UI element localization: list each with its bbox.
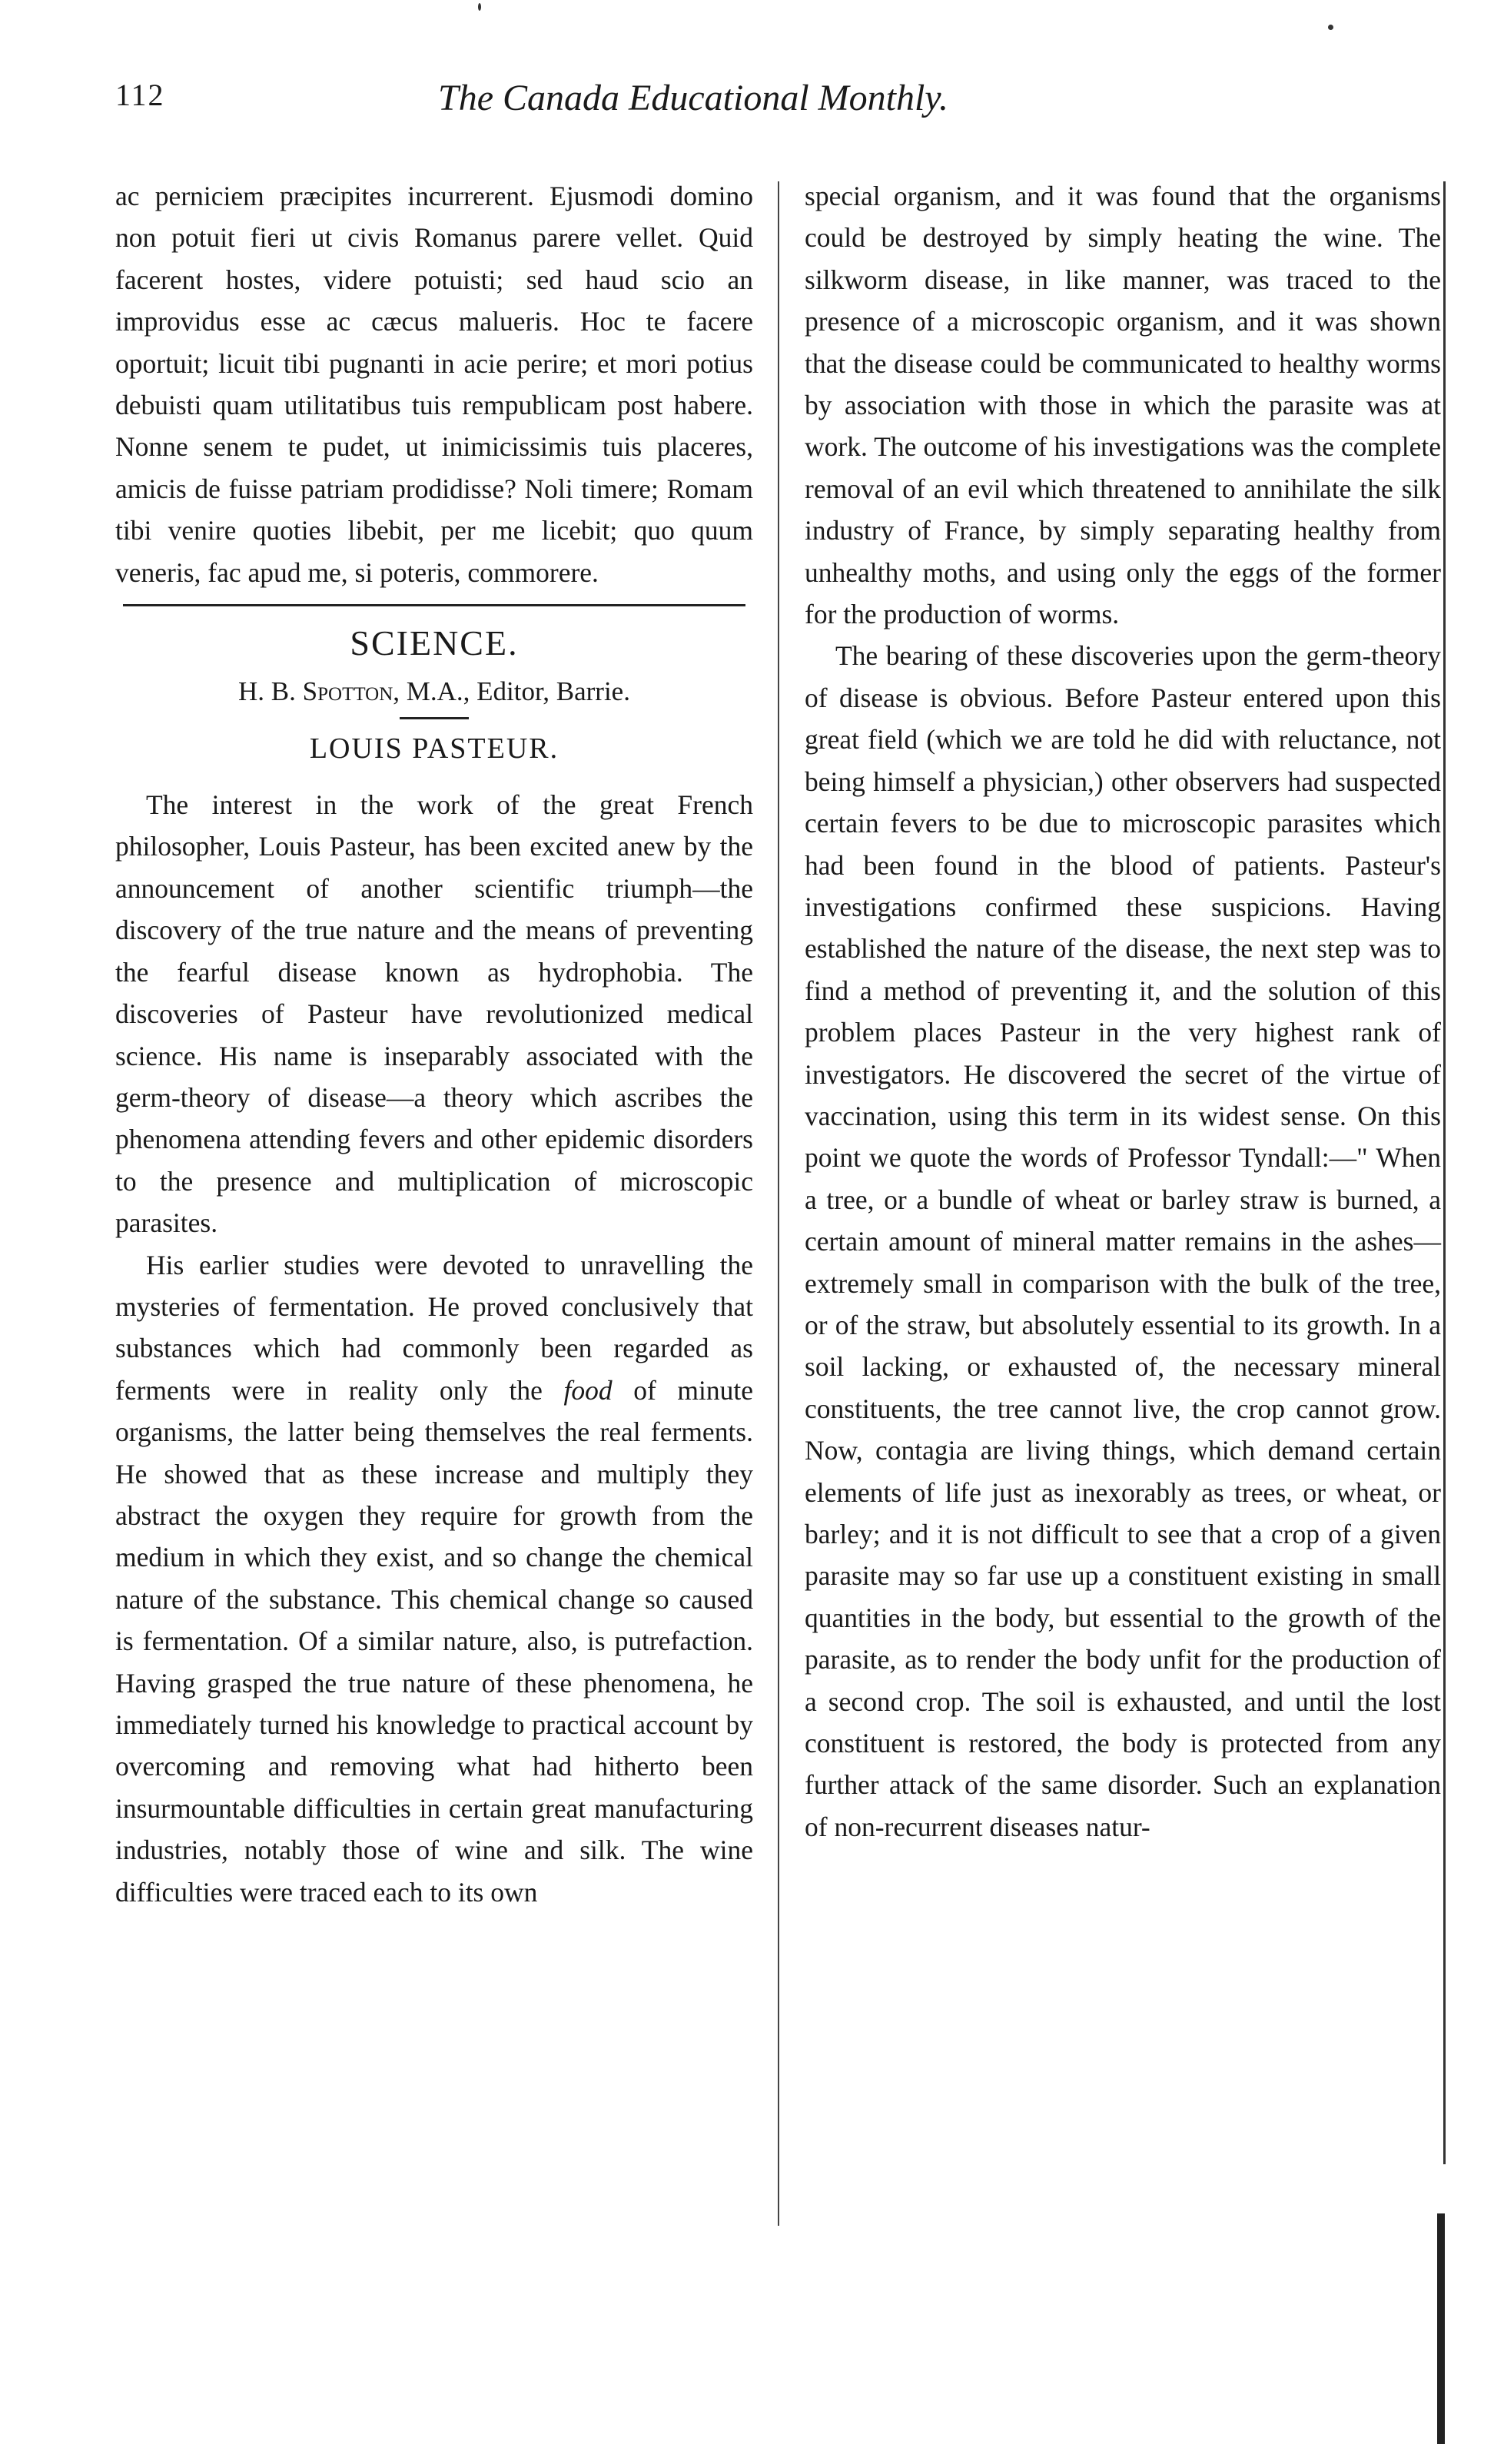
editor-name: H. B. Spotton, M.A.: [238, 676, 463, 707]
paragraph-2-text-a: His earlier studies were devoted to unravelling the mysteries of fermentation. He proved conclusively that substances which had commonly been regarded as ferments were in reality only the: [115, 1249, 753, 1406]
editor-role: , Editor, Barrie.: [463, 676, 630, 707]
ink-speck: [1328, 25, 1333, 30]
article-paragraph-3: The bearing of these discoveries upon the germ-theory of disease is obvious. Before Pasteur entered upon this great field (which we are told he did with reluctance, not being himself a physician,) other observers had suspected certain fevers to be due to microscopic parasites which had been found in the blood of patients. Pasteur's investigations confirmed these suspicions. Having established the nature of the disease, the next step was to find a method of preventing it, and the solution of this problem places Pasteur in the very highest rank of investigators. He discovered the secret of the virtue of vaccination, using this term in its widest sense. On this point we quote the words of Professor Tyndall:—" When a tree, or a bundle of wheat or barley straw is burned, a certain amount of mineral matter remains in the ashes—extremely small in comparison with the bulk of the tree, or of the straw, but absolutely essential to its growth. In a soil lacking, or exhausted of, the necessary mineral constituents, the tree cannot live, the crop cannot grow. Now, contagia are living things, which demand certain elements of life just as inexorably as trees, or wheat, or barley; and it is not difficult to see that a crop of a given parasite may so far use up a constituent existing in small quantities in the body, but essential to the growth of the parasite, as to render the body unfit for the production of a second crop. The soil is exhausted, and until the lost constituent is restored, the body is protected from any further attack of the same disorder. Such an explanation of non-recurrent diseases natur-: [805, 640, 1441, 1842]
section-title: SCIENCE.: [350, 623, 519, 663]
article-title: LOUIS PASTEUR.: [309, 732, 559, 765]
page-edge-rule: [1443, 181, 1446, 2164]
latin-paragraph: ac perniciem præcipites incurrerent. Ejusmodi domino non potuit fieri ut civis Romanus parere vellet. Quid facerent hostes, videre potuisti; sed haud scio an improvidus esse ac cæcus malueris. Hoc te facere oportuit; licuit tibi pugnanti in acie perire; et mori potius debuisti quam utilitatibus tuis rempublicam post habere. Nonne senem te pudet, ut inimicissimis tuis placeres, amicis de fuisse patriam prodidisse? Noli timere; Romam tibi venire quoties libebit, per me licebit; quo quum veneris, fac apud me, si poteris, commorere.: [115, 181, 753, 588]
left-column: [115, 175, 753, 1913]
italic-word-food: food: [563, 1374, 613, 1406]
section-divider: [123, 604, 745, 606]
editor-credit: [115, 671, 753, 712]
title-rule: [400, 717, 469, 719]
article-paragraph-2: [115, 1244, 753, 1914]
ink-speck: [478, 3, 481, 11]
page-number: 112: [115, 78, 165, 112]
running-head: The Canada Educational Monthly.: [438, 78, 948, 118]
page-edge-shadow: [1437, 2213, 1445, 2444]
column-rule: [778, 181, 779, 2226]
article-paragraph-1: The interest in the work of the great French philosopher, Louis Pasteur, has been excited anew by the announcement of another scientific triumph—the discovery of the true nature and the means of preventing the fearful disease known as hydrophobia. The discoveries of Pasteur have revolutionized medical science. His name is inseparably associated with the germ-theory of disease—a theory which ascribes the phenomena attending fevers and other epidemic disorders to the presence and multiplication of microscopic parasites.: [115, 789, 753, 1239]
paragraph-2-text-b: of minute organisms, the latter being themselves the real ferments. He showed that as these increase and multiply they abstract the oxygen they require for growth from the medium in which they exist, and so change the chemical nature of the substance. This chemical change so caused is fermentation. Of a similar nature, also, is putrefaction. Having grasped the true nature of these phenomena, he immediately turned his knowledge to practical account by overcoming and removing what had hitherto been insurmountable difficulties in certain great manufacturing industries, notably those of wine and silk. The wine difficulties were traced each to its own: [115, 1374, 753, 1908]
right-column: [805, 175, 1441, 1848]
page-header: [115, 77, 1437, 123]
article-paragraph-continued: special organism, and it was found that the organisms could be destroyed by simply heating the wine. The silkworm disease, in like manner, was traced to the presence of a microscopic organism, and it was shown that the disease could be communicated to healthy worms by association with those in which the parasite was at work. The outcome of his investigations was the complete removal of an evil which threatened to annihilate the silk industry of France, by simply separating healthy from unhealthy moths, and using only the eggs of the former for the production of worms.: [805, 181, 1441, 630]
